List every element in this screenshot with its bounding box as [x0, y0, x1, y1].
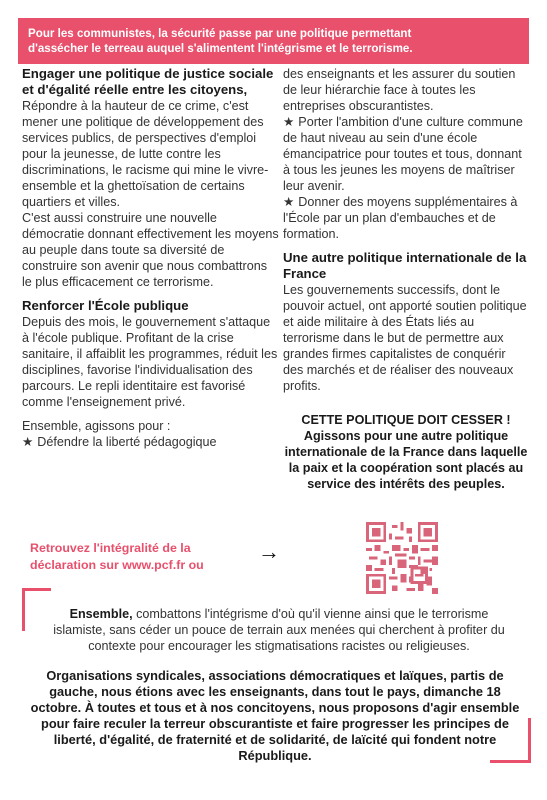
section-heading-international: Une autre politique internationale de la France: [283, 250, 527, 281]
paragraph-justice-1: Répondre à la hauteur de ce crime, c'est mener une politique de développement des services publics, de perspectives d'emploi pour la jeunesse, de lutte contre les discriminations, le racisme qui mine le vivre-ensemble et la ghettoïsation de certains quartiers et villes.: [22, 99, 269, 209]
bullet-item-2: [283, 114, 529, 194]
section-heading-justice: Engager une politique de justice sociale et d'égalité réelle entre les citoyens,: [22, 66, 274, 97]
banner-line-1: Pour les communistes, la sécurité passe par une politique permettant: [28, 27, 412, 40]
ensemble-paragraph: [44, 606, 514, 654]
right-column: [283, 66, 529, 492]
banner-line-2: d'assécher le terreau auquel s'alimentent l'intégrisme et le terrorisme.: [28, 42, 413, 55]
qr-code-icon[interactable]: [366, 522, 438, 594]
top-banner: [18, 18, 529, 64]
paragraph-ecole-1: Depuis des mois, le gouvernement s'attaque à l'école publique. Profitant de la crise sanitaire, il affaiblit les programmes, réduit les disciplines, favorise l'individualisation des parcours. Le repli identitaire est favorisé comme l'enseignement privé.: [22, 315, 278, 409]
paragraph-international: Les gouvernements successifs, dont le pouvoir actuel, ont apporté soutien politique et aide militaire à des États liés au terrorisme dans le but de permettre aux grandes firmes capitalistes de conquérir des marchés et de réaliser des nouveaux profits.: [283, 283, 527, 393]
callout-body: Agissons pour une autre politique internationale de la France dans laquelle la paix et la coopération sont placés au service des intérêts des peuples.: [284, 429, 528, 491]
arrow-right-icon: →: [258, 539, 280, 564]
callout-title: CETTE POLITIQUE DOIT CESSER !: [301, 413, 511, 427]
final-statement: Organisations syndicales, associations démocratiques et laïques, partis de gauche, nous étions avec les enseignants, dans tout le pays, dimanche 18 octobre. À toutes et tous et à nos concitoyens, nous proposons d'agir ensemble pour faire reculer la terreur obscurantiste et faire progresser les principes de liberté, d'égalité, de fraternité et de solidarité, de laïcité qui fondent notre République.: [30, 668, 520, 763]
paragraph-justice-2: C'est aussi construire une nouvelle démocratie donnant effectivement les moyens au peuple dans toute sa diversité de construire son avenir que nous combattrons le plus efficacement ce terrorisme.: [22, 211, 279, 289]
bullet-text-3: Donner des moyens supplémentaires à l'École par un plan d'embauches et de formation.: [283, 195, 518, 241]
bullet-text-2: Porter l'ambition d'une culture commune de haut niveau au sein d'une école émancipatrice pour toutes et tous, donnant à tous les jeunes les moyens de maîtriser leur avenir.: [283, 115, 523, 193]
bullet-text-1: Défendre la liberté pédagogique: [37, 435, 217, 449]
star-bullet-icon: ★: [283, 195, 295, 209]
star-bullet-icon: ★: [283, 115, 295, 129]
paragraph-agissons: Ensemble, agissons pour :: [22, 419, 171, 433]
bullet-item-3: [283, 194, 529, 242]
ensemble-lead: Ensemble,: [69, 607, 133, 621]
section-heading-ecole: Renforcer l'École publique: [22, 298, 189, 313]
bullet-continuation: des enseignants et les assurer du soutien de leur hiérarchie face à toutes les entreprises obscurantistes.: [283, 67, 516, 113]
link-text[interactable]: Retrouvez l'intégralité de la déclaration sur www.pcf.fr ou: [30, 541, 204, 572]
star-bullet-icon: ★: [22, 435, 34, 449]
ensemble-rest: combattons l'intégrisme d'où qu'il vienne ainsi que le terrorisme islamiste, sans céder un pouce de terrain aux menées qui cherchent à profiter du contexte pour encourager les stigmatisations racistes ou religieuses.: [53, 607, 505, 653]
left-column: [22, 66, 280, 450]
bullet-item-1: [22, 434, 280, 450]
bracket-bottom-right: [490, 718, 531, 763]
